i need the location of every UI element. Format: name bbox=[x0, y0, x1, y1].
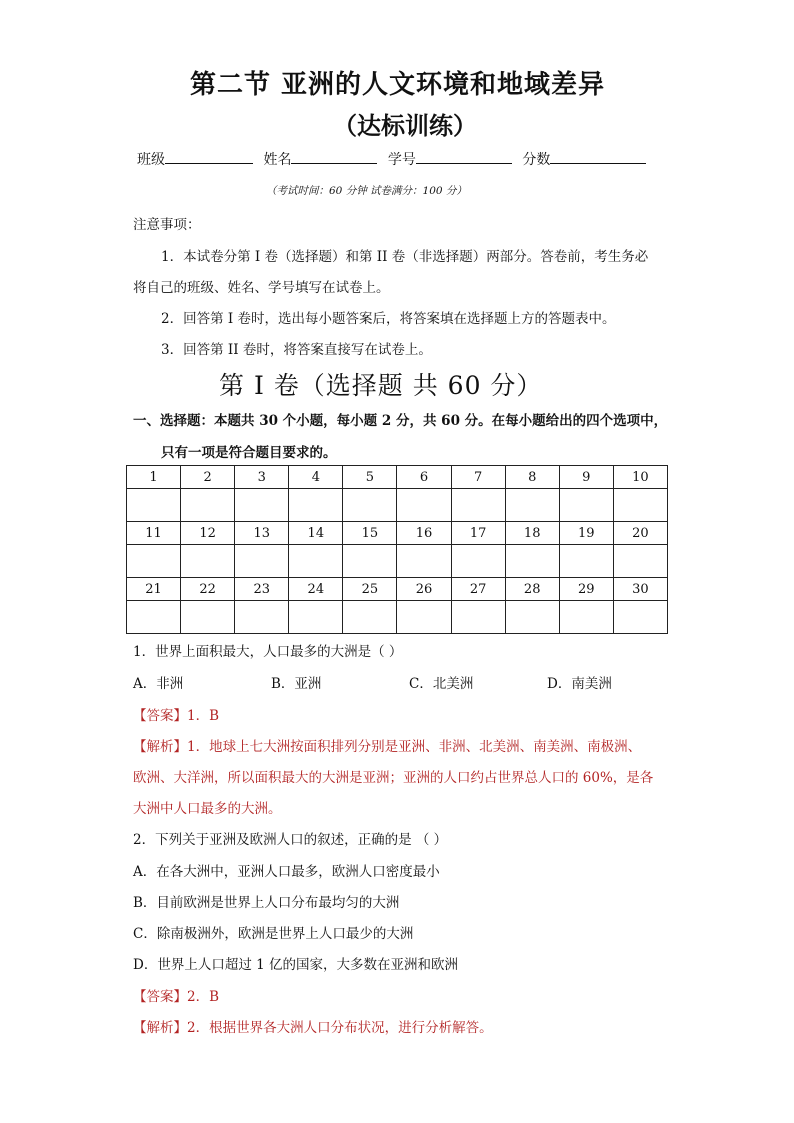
answer-cell[interactable] bbox=[613, 545, 667, 578]
answer-cell[interactable] bbox=[235, 545, 289, 578]
answer-cell[interactable] bbox=[181, 545, 235, 578]
answer-cell[interactable] bbox=[289, 545, 343, 578]
page-subtitle: （达标训练） bbox=[333, 112, 477, 140]
grid-number: 9 bbox=[559, 466, 613, 489]
grid-number: 2 bbox=[181, 466, 235, 489]
answer-cell[interactable] bbox=[343, 601, 397, 634]
answer-cell[interactable] bbox=[235, 601, 289, 634]
answer-cell[interactable] bbox=[343, 489, 397, 522]
notice-heading: 注意事项： bbox=[133, 217, 201, 233]
answer-cell[interactable] bbox=[451, 489, 505, 522]
answer-cell[interactable] bbox=[397, 601, 451, 634]
grid-number: 28 bbox=[505, 578, 559, 601]
grid-number: 14 bbox=[289, 522, 343, 545]
grid-number: 21 bbox=[127, 578, 181, 601]
notice-item-2: 2．回答第 I 卷时，选出每小题答案后，将答案填在选择题上方的答题表中。 bbox=[161, 311, 616, 327]
grid-number: 29 bbox=[559, 578, 613, 601]
grid-number: 7 bbox=[451, 466, 505, 489]
grid-number: 17 bbox=[451, 522, 505, 545]
class-field[interactable] bbox=[165, 149, 253, 164]
question-1-stem: 1．世界上面积最大，人口最多的大洲是（ ） bbox=[133, 644, 403, 660]
grid-number: 26 bbox=[397, 578, 451, 601]
grid-number: 25 bbox=[343, 578, 397, 601]
grid-number: 19 bbox=[559, 522, 613, 545]
grid-number: 5 bbox=[343, 466, 397, 489]
grid-number: 4 bbox=[289, 466, 343, 489]
answer-cell[interactable] bbox=[397, 489, 451, 522]
answer-cell[interactable] bbox=[451, 545, 505, 578]
grid-number: 16 bbox=[397, 522, 451, 545]
class-label: 班级 bbox=[137, 152, 165, 168]
grid-number: 23 bbox=[235, 578, 289, 601]
score-label: 分数 bbox=[522, 152, 551, 168]
answer-cell[interactable] bbox=[505, 601, 559, 634]
name-field[interactable] bbox=[291, 149, 377, 164]
q1-answer: 【答案】1．B bbox=[133, 708, 220, 724]
score-field[interactable] bbox=[550, 149, 646, 164]
answer-cell[interactable] bbox=[613, 601, 667, 634]
grid-number: 24 bbox=[289, 578, 343, 601]
answer-cell[interactable] bbox=[505, 545, 559, 578]
q1-option-d[interactable]: D．南美洲 bbox=[547, 676, 612, 692]
answer-cell[interactable] bbox=[235, 489, 289, 522]
grid-number: 12 bbox=[181, 522, 235, 545]
q2-option-a[interactable]: A．在各大洲中，亚洲人口最多，欧洲人口密度最小 bbox=[133, 864, 440, 880]
section-title: 第 I 卷（选择题 共 60 分） bbox=[219, 371, 543, 400]
grid-number: 27 bbox=[451, 578, 505, 601]
grid-number-row bbox=[127, 466, 668, 489]
notice-item-3: 3．回答第 II 卷时，将答案直接写在试卷上。 bbox=[161, 342, 432, 358]
name-label: 姓名 bbox=[263, 152, 292, 168]
q1-option-a[interactable]: A．非洲 bbox=[133, 676, 184, 692]
grid-number: 13 bbox=[235, 522, 289, 545]
answer-cell[interactable] bbox=[127, 545, 181, 578]
q2-option-b[interactable]: B．目前欧洲是世界上人口分布最均匀的大洲 bbox=[133, 895, 400, 911]
grid-number: 8 bbox=[505, 466, 559, 489]
answer-cell[interactable] bbox=[181, 489, 235, 522]
grid-number: 3 bbox=[235, 466, 289, 489]
grid-answer-row bbox=[127, 489, 668, 522]
answer-grid bbox=[126, 465, 668, 634]
grid-number: 6 bbox=[397, 466, 451, 489]
grid-number: 20 bbox=[613, 522, 667, 545]
info-line bbox=[137, 149, 646, 169]
page-title: 第二节 亚洲的人文环境和地域差异 bbox=[190, 70, 606, 100]
question-2-stem: 2．下列关于亚洲及欧洲人口的叙述，正确的是 （ ） bbox=[133, 832, 448, 848]
answer-cell[interactable] bbox=[559, 545, 613, 578]
grid-number: 10 bbox=[613, 466, 667, 489]
grid-answer-row bbox=[127, 601, 668, 634]
grid-number: 1 bbox=[127, 466, 181, 489]
q1-analysis: 【解析】1．地球上七大洲按面积排列分别是亚洲、非洲、北美洲、南美洲、南极洲、 bbox=[133, 739, 642, 755]
grid-number-row bbox=[127, 522, 668, 545]
grid-number-row bbox=[127, 578, 668, 601]
grid-number: 15 bbox=[343, 522, 397, 545]
student-id-label: 学号 bbox=[387, 152, 416, 168]
answer-cell[interactable] bbox=[451, 601, 505, 634]
answer-cell[interactable] bbox=[343, 545, 397, 578]
grid-number: 18 bbox=[505, 522, 559, 545]
answer-cell[interactable] bbox=[559, 601, 613, 634]
q1-analysis-cont-2: 大洲中人口最多的大洲。 bbox=[133, 801, 282, 817]
answer-cell[interactable] bbox=[289, 601, 343, 634]
grid-number: 22 bbox=[181, 578, 235, 601]
answer-cell[interactable] bbox=[397, 545, 451, 578]
notice-item-1-cont: 将自己的班级、姓名、学号填写在试卷上。 bbox=[133, 280, 390, 296]
answer-cell[interactable] bbox=[559, 489, 613, 522]
grid-number: 11 bbox=[127, 522, 181, 545]
section-instruction-cont: 只有一项是符合题目要求的。 bbox=[161, 445, 337, 461]
q1-option-c[interactable]: C．北美洲 bbox=[409, 676, 474, 692]
q1-analysis-cont: 欧洲、大洋洲，所以面积最大的大洲是亚洲；亚洲的人口约占世界总人口的 60%，是各 bbox=[133, 770, 654, 786]
q2-option-c[interactable]: C．除南极洲外，欧洲是世界上人口最少的大洲 bbox=[133, 926, 414, 942]
exam-note: （考试时间：60 分钟 试卷满分：100 分） bbox=[266, 185, 467, 197]
student-id-field[interactable] bbox=[416, 149, 512, 164]
answer-cell[interactable] bbox=[181, 601, 235, 634]
q2-answer: 【答案】2．B bbox=[133, 989, 220, 1005]
answer-cell[interactable] bbox=[127, 601, 181, 634]
section-instruction: 一、选择题：本题共 30 个小题，每小题 2 分，共 60 分。在每小题给出的四个选项中， bbox=[133, 413, 668, 429]
notice-item-1: 1．本试卷分第 I 卷（选择题）和第 II 卷（非选择题）两部分。答卷前，考生务必 bbox=[161, 249, 649, 265]
answer-cell[interactable] bbox=[613, 489, 667, 522]
grid-number: 30 bbox=[613, 578, 667, 601]
q2-option-d[interactable]: D．世界上人口超过 1 亿的国家，大多数在亚洲和欧洲 bbox=[133, 957, 458, 973]
grid-answer-row bbox=[127, 545, 668, 578]
q2-analysis: 【解析】2．根据世界各大洲人口分布状况，进行分析解答。 bbox=[133, 1020, 493, 1036]
answer-cell[interactable] bbox=[289, 489, 343, 522]
q1-option-b[interactable]: B．亚洲 bbox=[271, 676, 322, 692]
answer-cell[interactable] bbox=[505, 489, 559, 522]
answer-cell[interactable] bbox=[127, 489, 181, 522]
